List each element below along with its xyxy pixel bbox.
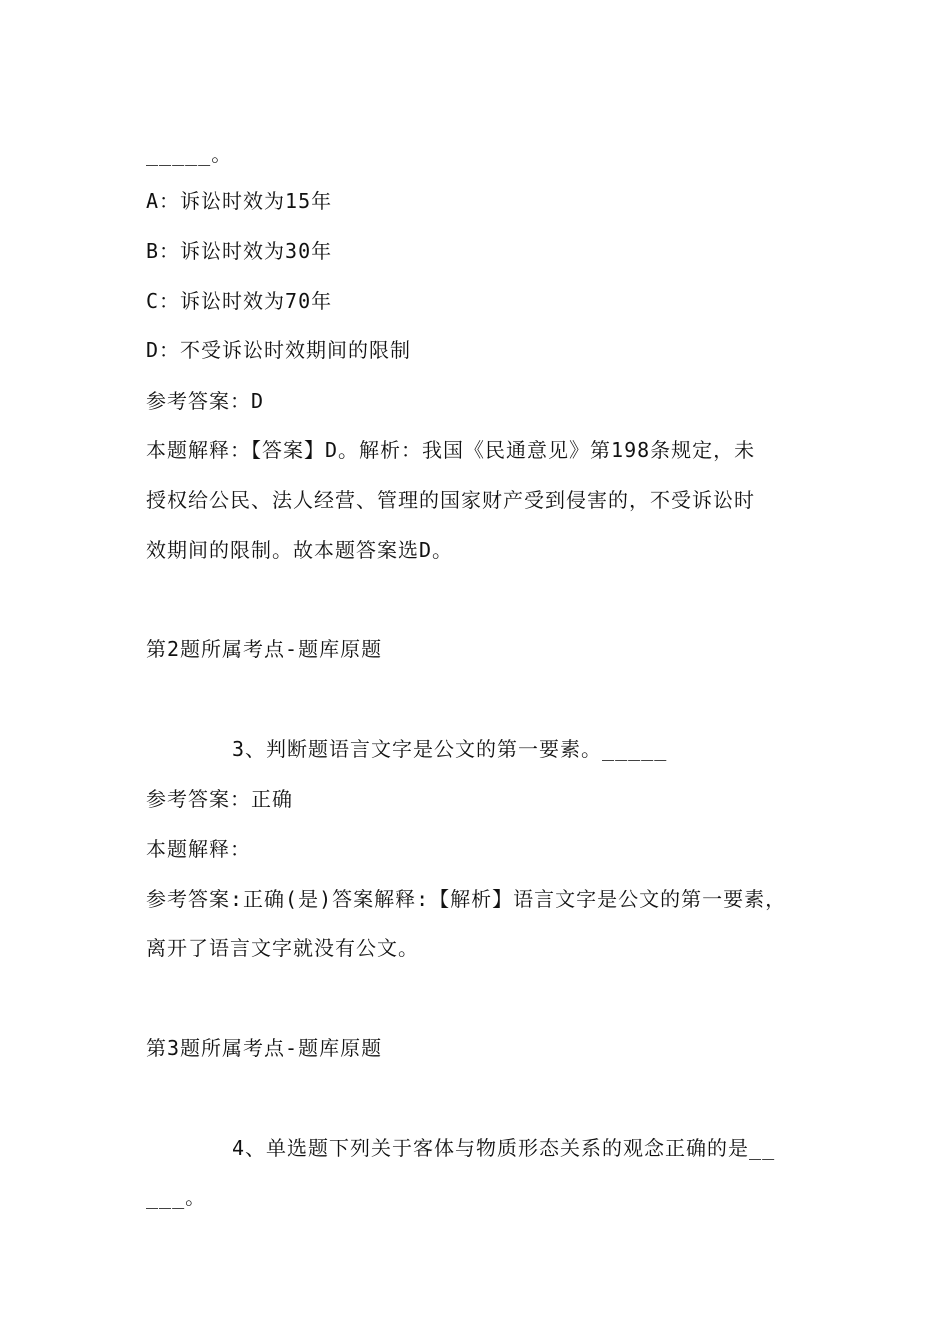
question-3-answer: 参考答案：正确 bbox=[146, 787, 293, 811]
question-3-explanation-line: 参考答案:正确(是)答案解释:【解析】语言文字是公文的第一要素， bbox=[146, 887, 787, 911]
question-1-answer: 参考答案：D bbox=[146, 389, 265, 413]
question-1-tail: _____。 bbox=[146, 142, 233, 166]
question-4-text: 4、单选题下列关于客体与物质形态关系的观念正确的是__ bbox=[232, 1136, 776, 1160]
question-1-explanation-line: 本题解释：【答案】D。解析：我国《民通意见》第198条规定，未 bbox=[146, 438, 756, 462]
question-1-option-b: B：诉讼时效为30年 bbox=[146, 239, 333, 263]
question-4-text-continued: ___。 bbox=[146, 1185, 207, 1209]
question-1-option-c: C：诉讼时效为70年 bbox=[146, 289, 333, 313]
question-3-explanation-line: 离开了语言文字就没有公文。 bbox=[146, 936, 419, 960]
question-1-explanation-line: 效期间的限制。故本题答案选D。 bbox=[146, 538, 454, 562]
question-1-option-d: D：不受诉讼时效期间的限制 bbox=[146, 338, 412, 362]
question-2-source: 第2题所属考点-题库原题 bbox=[146, 637, 383, 661]
question-3-text: 3、判断题语言文字是公文的第一要素。_____ bbox=[232, 737, 668, 761]
question-1-option-a: A：诉讼时效为15年 bbox=[146, 189, 333, 213]
question-1-explanation-line: 授权给公民、法人经营、管理的国家财产受到侵害的，不受诉讼时 bbox=[146, 488, 755, 512]
question-3-explanation-label: 本题解释： bbox=[146, 837, 251, 861]
question-3-source: 第3题所属考点-题库原题 bbox=[146, 1036, 383, 1060]
